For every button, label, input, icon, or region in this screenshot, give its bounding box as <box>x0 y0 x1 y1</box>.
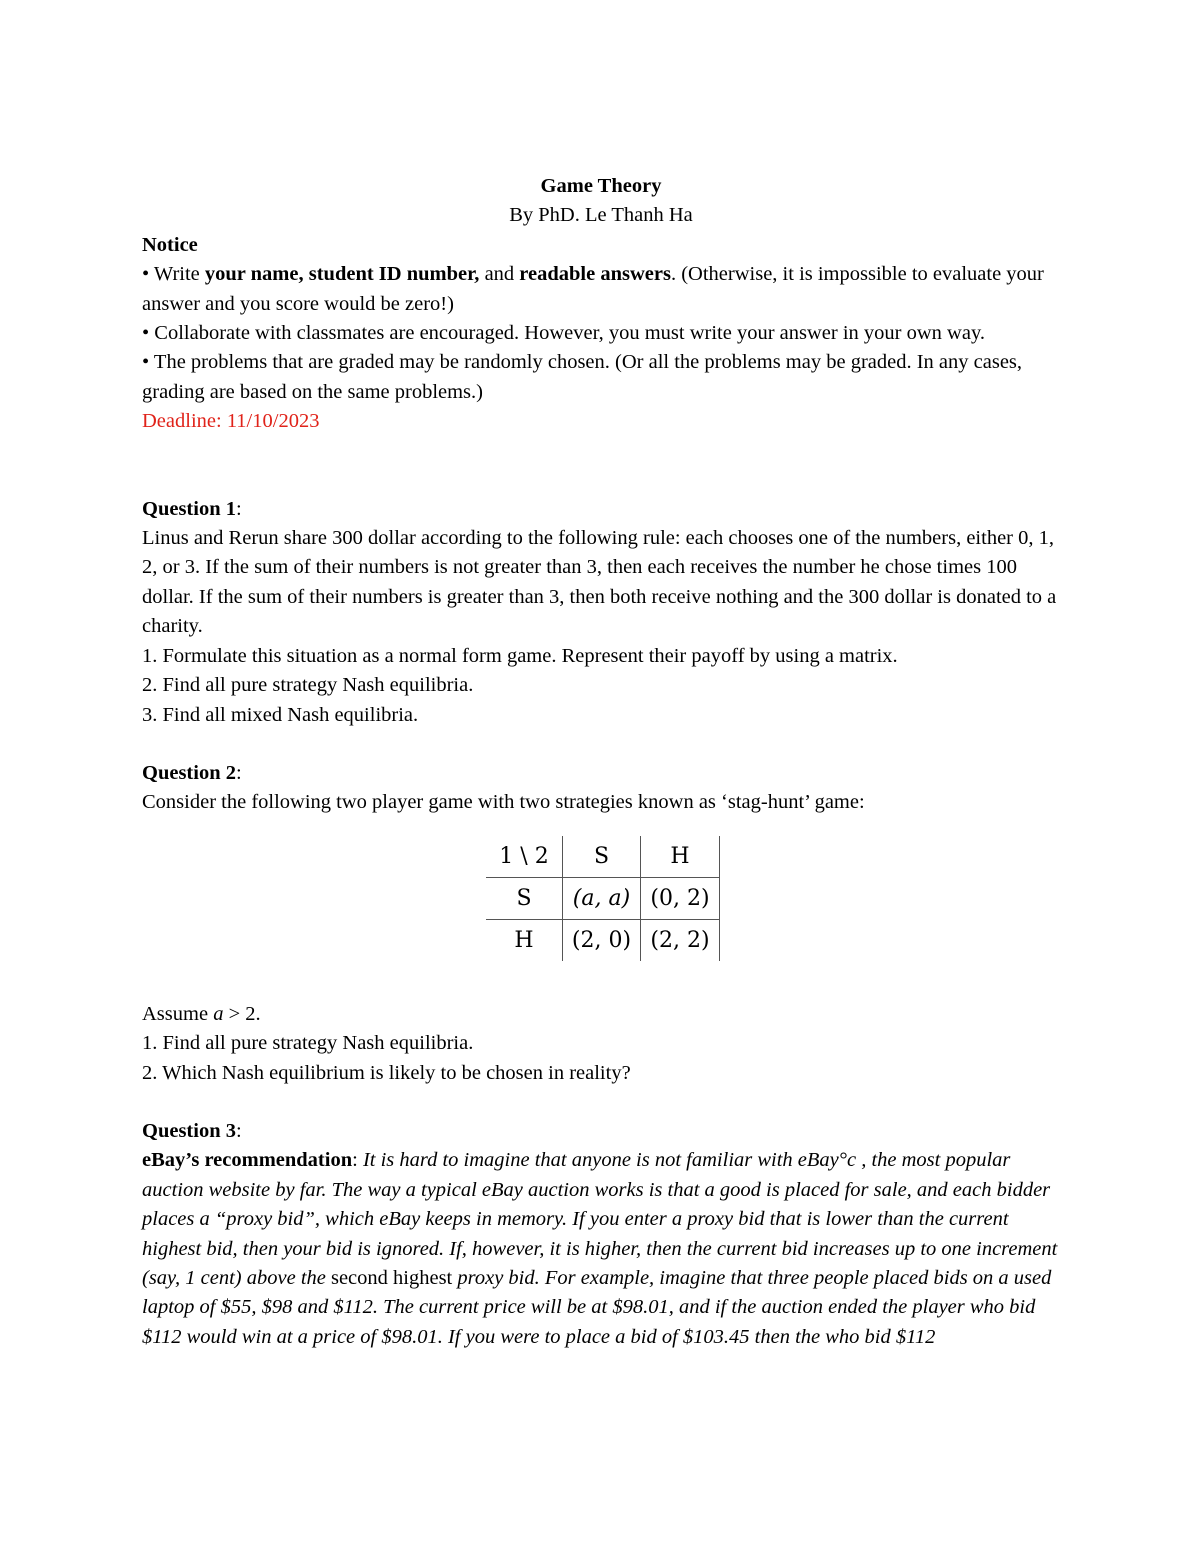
notice-item-1-bold-a: your name, student ID number, <box>204 263 480 286</box>
table-col-header-s: S <box>563 836 641 878</box>
assumption-prefix: Assume <box>142 1002 214 1025</box>
question-3-title: Question 3 <box>142 1119 236 1142</box>
table-row <box>486 877 720 919</box>
question-1-task-3: 3. Find all mixed Nash equilibria. <box>142 703 419 726</box>
question-3-normal-part: second highest <box>330 1266 453 1289</box>
question-3-lead-colon: : <box>352 1149 363 1172</box>
question-2-heading <box>142 759 1060 788</box>
question-2-task-2: 2. Which Nash equilibrium is likely to be chosen in reality? <box>142 1061 631 1084</box>
question-1-heading <box>142 495 1060 524</box>
document-body <box>142 172 1060 1352</box>
question-2-task-1: 1. Find all pure strategy Nash equilibria. <box>142 1032 474 1055</box>
spacer <box>142 730 1060 759</box>
table-row-header-h: H <box>486 919 563 961</box>
question-1-title: Question 1 <box>142 497 236 520</box>
document-author: By PhD. Le Thanh Ha <box>509 204 693 227</box>
question-2-colon: : <box>235 761 242 784</box>
question-3-italic-part-1: It is hard to imagine that anyone is not familiar with eBay°c , the most popular auction website by far. The way a typical eBay auction works is that a good is placed for sale, and each bidder places a “proxy bid”, which eBay keeps in memory. If you enter a proxy bid that is lower than the current highest bid, then your bid is ignored. If, however, it is higher, then the current bid increases up to one increment (say, 1 cent) above the <box>142 1149 1058 1289</box>
question-1-task-2: 2. Find all pure strategy Nash equilibria. <box>142 674 474 697</box>
question-1-colon: : <box>235 497 242 520</box>
notice-item-1-suffix: . (Otherwise, it is impossible to evaluate your answer and you score would be zero!) <box>142 263 1044 315</box>
question-3-italic-part-2: proxy bid. For example, imagine that three people placed bids on a used laptop of $55, $98 and $112. The current price will be at $98.01, and if the auction ended the player who bid $112 would win at a price of $98.01. If you were to place a bid of $103.45 then the who bid $112 <box>142 1266 1052 1348</box>
notice-item-1-prefix: • Write <box>142 263 205 286</box>
table-cell-h-s: (2, 0) <box>563 919 641 961</box>
table-cell-s-h: (0, 2) <box>641 877 720 919</box>
table-header-row <box>486 836 720 878</box>
table-col-header-h: H <box>641 836 720 878</box>
question-3-lead: eBay’s recommendation <box>142 1149 353 1172</box>
table-corner-cell: 1 \ 2 <box>486 836 563 878</box>
question-1-body: Linus and Rerun share 300 dollar according to the following rule: each chooses one of the numbers, either 0, 1, 2, or 3. If the sum of their numbers is not greater than 3, then each receives the number he chose times 100 dollar. If the sum of their numbers is greater than 3, then both receive nothing and the 300 dollar is donated to a charity. <box>142 527 1057 638</box>
question-2-body: Consider the following two player game with two strategies known as ‘stag-hunt’ game: <box>142 791 865 814</box>
spacer <box>142 437 1060 495</box>
table-cell-s-s: (a, a) <box>563 877 641 919</box>
stag-hunt-payoff-table <box>486 836 720 961</box>
question-2-title: Question 2 <box>142 761 236 784</box>
deadline: Deadline: 11/10/2023 <box>142 410 320 433</box>
table-row <box>486 919 720 961</box>
notice-item-3: • The problems that are graded may be randomly chosen. (Or all the problems may be graded. In any cases, grading are based on the same problems.) <box>142 351 1023 403</box>
question-1-task-1: 1. Formulate this situation as a normal form game. Represent their payoff by using a matrix. <box>142 644 898 667</box>
question-3-body <box>142 1146 1060 1352</box>
table-row-header-s: S <box>486 877 563 919</box>
payoff-table-container <box>142 826 1060 992</box>
notice-item-1-mid: and <box>479 263 520 286</box>
document-title: Game Theory <box>540 175 662 197</box>
assumption-variable: a <box>213 1002 224 1025</box>
question-2-assumption <box>142 1000 1060 1029</box>
notice-item-1 <box>142 260 1060 319</box>
notice-item-2: • Collaborate with classmates are encouraged. However, you must write your answer in your own way. <box>142 322 986 345</box>
question-3-heading <box>142 1117 1060 1146</box>
assumption-suffix: > 2. <box>223 1002 261 1025</box>
table-cell-h-h: (2, 2) <box>641 919 720 961</box>
spacer <box>142 1088 1060 1117</box>
notice-item-1-bold-b: readable answers <box>519 263 671 286</box>
question-3-colon: : <box>235 1119 242 1142</box>
notice-heading: Notice <box>142 233 198 256</box>
